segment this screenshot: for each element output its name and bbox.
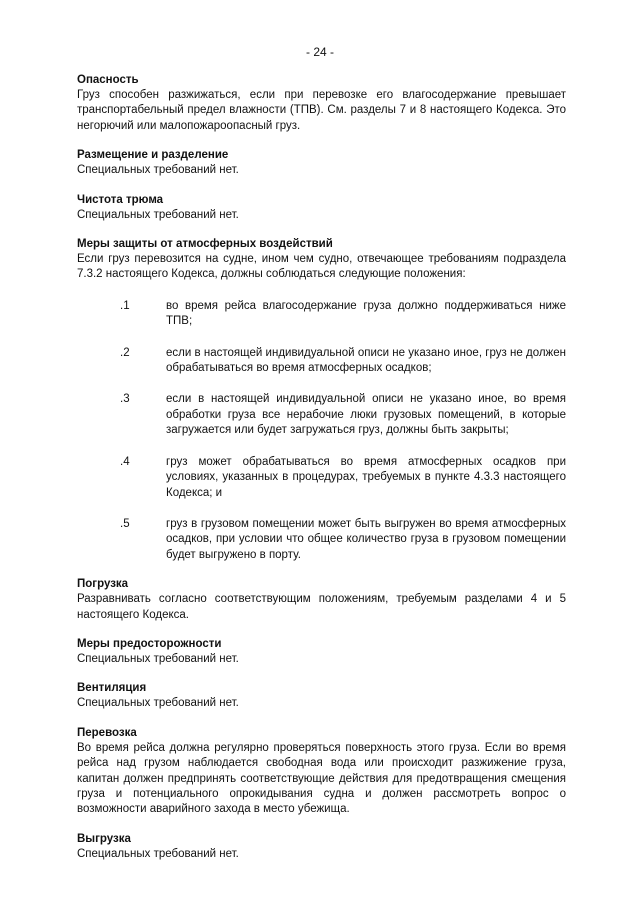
section-heading: Перевозка	[77, 726, 137, 739]
document-body	[77, 73, 566, 862]
list-item-number: .5	[120, 517, 130, 530]
page-number: - 24 -	[305, 45, 334, 59]
section-hazard	[77, 73, 566, 134]
section-text: Разравнивать согласно соответствующим положениям, требуемым разделами 4 и 5 настоящего Кодекса.	[77, 593, 566, 621]
section-text: Специальных требований нет.	[77, 847, 239, 860]
list-item-text: во время рейса влагосодержание груза должно поддерживаться ниже ТПВ;	[166, 299, 566, 328]
section-text: Специальных требований нет.	[77, 652, 239, 665]
section-weather-precautions	[77, 237, 566, 563]
section-text: Специальных требований нет.	[77, 208, 239, 221]
section-text: Специальных требований нет.	[77, 697, 239, 710]
list-item	[77, 517, 566, 563]
section-loading	[77, 577, 566, 623]
list-item	[77, 455, 566, 501]
section-heading: Выгрузка	[77, 832, 131, 845]
section-text: Специальных требований нет.	[77, 164, 239, 177]
list-item-number: .2	[120, 346, 130, 359]
section-stowage	[77, 148, 566, 178]
section-heading: Чистота трюма	[77, 193, 164, 206]
section-hold-cleanliness	[77, 193, 566, 223]
section-text: Если груз перевозится на судне, ином чем судно, отвечающее требованиям подраздела 7.3.2 настоящего Кодекса, должны соблюдаться следующие положения:	[77, 253, 566, 281]
section-discharge	[77, 832, 566, 862]
section-heading: Опасность	[77, 74, 139, 86]
list-item-number: .3	[120, 393, 130, 406]
list-item-text: если в настоящей индивидуальной описи не указано иное, во время обработки груза все нерабочие люки грузовых помещений, в которые загружается или будет загружаться груз, должны быть закрыты;	[166, 393, 566, 437]
list-item	[77, 299, 566, 330]
section-heading: Погрузка	[77, 578, 129, 591]
section-heading: Меры предосторожности	[77, 637, 222, 650]
list-item-number: .4	[120, 455, 130, 468]
list-item	[77, 346, 566, 377]
section-heading: Меры защиты от атмосферных воздействий	[77, 238, 333, 251]
section-ventilation	[77, 681, 566, 711]
list-item	[77, 392, 566, 438]
section-carriage	[77, 726, 566, 818]
section-text: Груз способен разжижаться, если при перевозке его влагосодержание превышает транспортабельный предел влажности (ТПВ). См. разделы 7 и 8 настоящего Кодекса. Это негорючий или малопожароопасный груз.	[77, 89, 566, 132]
section-heading: Вентиляция	[77, 682, 147, 695]
section-precautions	[77, 637, 566, 667]
section-heading: Размещение и разделение	[77, 149, 229, 162]
list-item-text: груз может обрабатываться во время атмосферных осадков при условиях, указанных в процедурах, требуемых в пункте 4.3.3 настоящего Кодекса; и	[166, 455, 566, 499]
list-item-text: груз в грузовом помещении может быть выгружен во время атмосферных осадков, при условии что общее количество груза в грузовом помещении будет выгружено в порту.	[166, 517, 566, 561]
list-item-number: .1	[120, 299, 130, 312]
list-item-text: если в настоящей индивидуальной описи не указано иное, груз не должен обрабатываться во время атмосферных осадков;	[166, 346, 566, 375]
section-text: Во время рейса должна регулярно проверяться поверхность этого груза. Если во время рейса над грузом наблюдается свободная вода или происходит разжижение груза, капитан должен предпринять соответствующие действия для предотвращения смещения груза и потенциального опрокидывания судна и должен рассмотреть вопрос о возможности аварийного захода в место убежища.	[77, 741, 566, 816]
